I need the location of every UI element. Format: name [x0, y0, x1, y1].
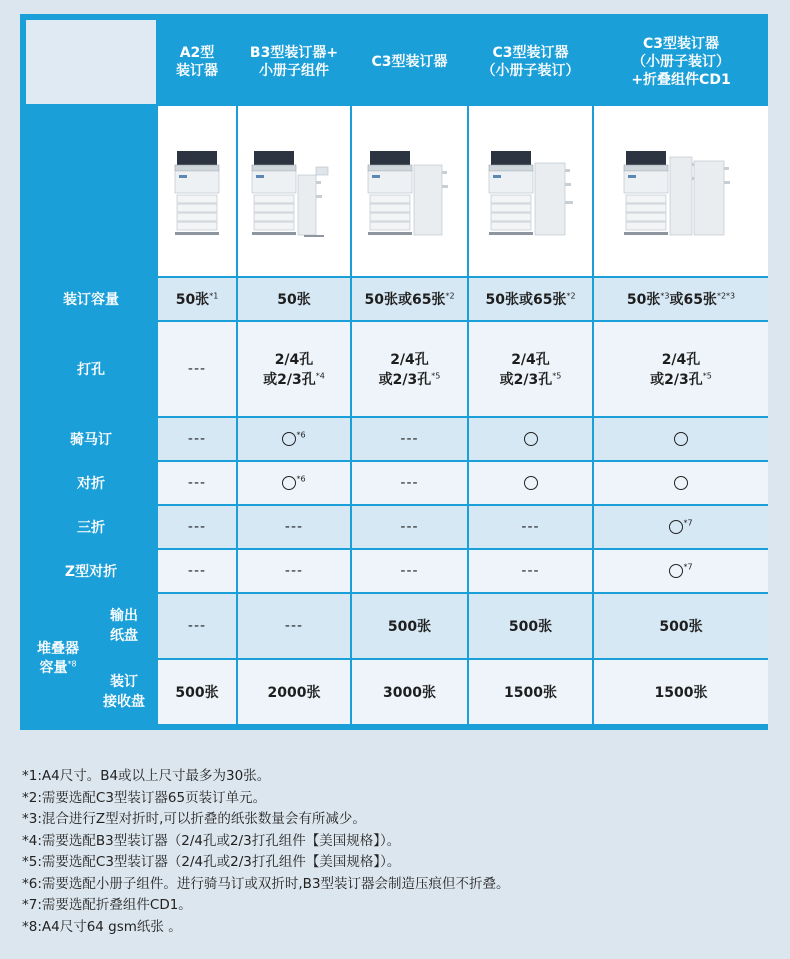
footnote-ref: *1 — [209, 291, 219, 301]
footnote: *7:需要选配折叠组件CD1。 — [22, 897, 192, 913]
column-header-line: B3型装订器+ — [249, 45, 339, 61]
mark-cell — [469, 550, 592, 592]
punch-cell — [352, 322, 467, 416]
printer-with-finisher-image — [616, 141, 746, 241]
mark-cell — [594, 506, 768, 548]
tray-value: 3000张 — [383, 685, 436, 701]
dash-mark: --- — [187, 431, 207, 447]
tri-fold-row — [26, 506, 768, 548]
capacity-value: 50张 — [175, 292, 210, 308]
footnote-ref: *3 — [660, 291, 670, 301]
column-header-line: 小册子组件 — [259, 63, 329, 79]
capacity-value: 或65张 — [669, 292, 717, 308]
finisher-tray-cell — [238, 660, 350, 724]
mark-cell — [352, 418, 467, 460]
punch-value: 或2/3孔 — [650, 372, 703, 388]
footnote-ref: *5 — [702, 371, 712, 381]
footnote: *8:A4尺寸64 gsm纸张 。 — [22, 918, 182, 935]
row-label: 骑马订 — [26, 418, 156, 460]
row-label: 对折 — [26, 462, 156, 504]
z-fold-row — [26, 550, 768, 592]
capacity-value: 50张 — [626, 292, 661, 308]
circle-mark — [669, 520, 683, 534]
footnote-ref: *8 — [67, 659, 77, 669]
row-label: 装订容量 — [26, 278, 156, 320]
output-tray-label — [92, 594, 156, 658]
column-header-line: 装订器 — [176, 63, 218, 79]
finisher-tray-cell — [469, 660, 592, 724]
footnote-ref: *2 — [566, 291, 576, 301]
mark-cell — [158, 506, 236, 548]
finisher-tray-cell — [352, 660, 467, 724]
dash-mark: --- — [400, 475, 419, 491]
stacker-finisher-row — [26, 660, 768, 724]
footnote: *5:需要选配C3型装订器（2/4孔或2/3打孔组件【美国规格】）。 — [22, 854, 401, 870]
footnote: *2:需要选配C3型装订器65页装订单元。 — [22, 789, 267, 806]
capacity-cell — [469, 278, 592, 320]
saddle-stitch-row — [26, 418, 768, 460]
punch-value: 2/4孔 — [390, 352, 429, 368]
output-tray-cell — [158, 594, 236, 658]
output-tray-cell — [352, 594, 467, 658]
punch-value: 或2/3孔 — [499, 372, 553, 388]
footnote: *3:混合进行Z型对折时,可以折叠的纸张数量会有所减少。 — [22, 811, 366, 827]
dash-mark: --- — [187, 563, 207, 579]
stacker-output-row — [26, 594, 768, 658]
product-image-cell — [469, 106, 592, 276]
row-label: 三折 — [26, 506, 156, 548]
row-label: Z型对折 — [26, 550, 156, 592]
capacity-value: 50张 — [277, 292, 311, 308]
punch-row — [26, 322, 768, 416]
finisher-tray-cell — [158, 660, 236, 724]
printer-with-finisher-image — [167, 141, 227, 241]
punch-cell — [238, 322, 350, 416]
row-label: 打孔 — [26, 322, 156, 416]
mark-cell — [158, 550, 236, 592]
circle-mark — [524, 432, 538, 446]
capacity-cell — [238, 278, 350, 320]
spec-table — [24, 18, 770, 726]
mark-cell — [469, 506, 592, 548]
tray-value: 500张 — [659, 619, 703, 635]
column-header-line: C3型装订器 — [371, 54, 448, 70]
footnote-ref: *2*3 — [716, 291, 736, 301]
image-row — [26, 106, 768, 276]
stacker-capacity-label — [26, 594, 90, 724]
mark-cell — [594, 550, 768, 592]
dash-mark: --- — [187, 475, 207, 491]
mark-cell — [158, 418, 236, 460]
finisher-tray-cell — [594, 660, 768, 724]
circle-mark — [282, 432, 296, 446]
mark-cell — [594, 418, 768, 460]
footnote-ref: *2 — [445, 291, 455, 301]
column-header — [238, 20, 350, 104]
column-header-line: （小册子装订） — [632, 54, 730, 70]
product-image-cell — [158, 106, 236, 276]
footnote-ref: *5 — [431, 371, 441, 381]
footnote-ref: *5 — [552, 371, 562, 381]
output-tray-cell — [594, 594, 768, 658]
mark-cell — [238, 418, 350, 460]
dash-mark: --- — [284, 618, 304, 634]
column-header-line: +折叠组件CD1 — [631, 72, 731, 88]
printer-with-finisher-image — [360, 141, 460, 241]
tray-label-line: 纸盘 — [110, 628, 138, 644]
punch-value: 或2/3孔 — [263, 372, 316, 388]
footnote-ref: *4 — [315, 371, 325, 381]
column-header — [469, 20, 592, 104]
circle-mark — [674, 432, 688, 446]
dash-mark: --- — [400, 431, 419, 447]
dash-mark: --- — [400, 563, 419, 579]
mark-cell — [238, 550, 350, 592]
mark-cell — [352, 550, 467, 592]
product-image-cell — [238, 106, 350, 276]
tray-label-line: 接收盘 — [103, 694, 145, 710]
circle-mark — [669, 564, 683, 578]
punch-value: 或2/3孔 — [378, 372, 432, 388]
column-header-line: C3型装订器 — [492, 45, 569, 61]
footnote-ref: *6 — [296, 430, 306, 440]
printer-with-finisher-image — [481, 141, 581, 241]
corner-cell — [26, 20, 156, 104]
tray-label-line: 装订 — [110, 674, 138, 690]
column-header — [352, 20, 467, 104]
capacity-value: 50张或65张 — [485, 292, 567, 308]
printer-with-finisher-image — [244, 141, 344, 241]
footnote: *6:需要选配小册子组件。进行骑马订或双折时,B3型装订器会制造压痕但不折叠。 — [22, 875, 510, 892]
capacity-cell — [158, 278, 236, 320]
column-header — [594, 20, 768, 104]
tray-value: 1500张 — [504, 685, 557, 701]
punch-cell — [158, 322, 236, 416]
stacker-label-line: 容量 — [39, 660, 68, 676]
punch-value: 2/4孔 — [661, 352, 701, 368]
dash-mark: --- — [521, 519, 540, 535]
capacity-cell — [352, 278, 467, 320]
tray-label-line: 输出 — [110, 608, 138, 624]
capacity-cell — [594, 278, 768, 320]
dash-mark: --- — [400, 519, 419, 535]
footnote-ref: *6 — [296, 474, 306, 484]
capacity-value: 50张或65张 — [364, 292, 446, 308]
dash-mark: --- — [284, 519, 304, 535]
mark-cell — [238, 506, 350, 548]
finisher-tray-label — [92, 660, 156, 724]
mark-cell — [238, 462, 350, 504]
dash-mark: --- — [521, 563, 540, 579]
column-header — [158, 20, 236, 104]
mark-cell — [352, 506, 467, 548]
tray-value: 500张 — [387, 619, 432, 635]
punch-cell — [594, 322, 768, 416]
dash-mark: --- — [284, 563, 304, 579]
punch-cell — [469, 322, 592, 416]
column-header-line: C3型装订器 — [642, 36, 719, 52]
tray-value: 1500张 — [654, 685, 708, 701]
footnote-ref: *7 — [683, 562, 693, 572]
mark-cell — [158, 462, 236, 504]
image-row-label — [26, 106, 156, 276]
output-tray-cell — [469, 594, 592, 658]
tray-value: 500张 — [175, 685, 219, 701]
footnote: *4:需要选配B3型装订器（2/4孔或2/3打孔组件【美国规格】）。 — [22, 832, 401, 849]
dash-mark: --- — [187, 361, 207, 377]
mark-cell — [469, 418, 592, 460]
mark-cell — [352, 462, 467, 504]
punch-value: 2/4孔 — [511, 352, 550, 368]
punch-value: 2/4孔 — [274, 352, 314, 368]
product-image-cell — [594, 106, 768, 276]
footnote: *1:A4尺寸。B4或以上尺寸最多为30张。 — [22, 768, 271, 784]
product-image-cell — [352, 106, 467, 276]
mark-cell — [469, 462, 592, 504]
dash-mark: --- — [187, 618, 207, 634]
circle-mark — [524, 476, 538, 490]
dash-mark: --- — [187, 519, 207, 535]
tray-value: 2000张 — [267, 685, 321, 701]
footnotes — [22, 766, 782, 938]
circle-mark — [282, 476, 296, 490]
header-row — [26, 20, 768, 104]
bi-fold-row — [26, 462, 768, 504]
output-tray-cell — [238, 594, 350, 658]
circle-mark — [674, 476, 688, 490]
binding-capacity-row — [26, 278, 768, 320]
stacker-label-line: 堆叠器 — [37, 641, 79, 657]
mark-cell — [594, 462, 768, 504]
tray-value: 500张 — [508, 619, 553, 635]
column-header-line: （小册子装订） — [481, 63, 580, 79]
footnote-ref: *7 — [683, 518, 693, 528]
column-header-line: A2型 — [179, 45, 215, 61]
